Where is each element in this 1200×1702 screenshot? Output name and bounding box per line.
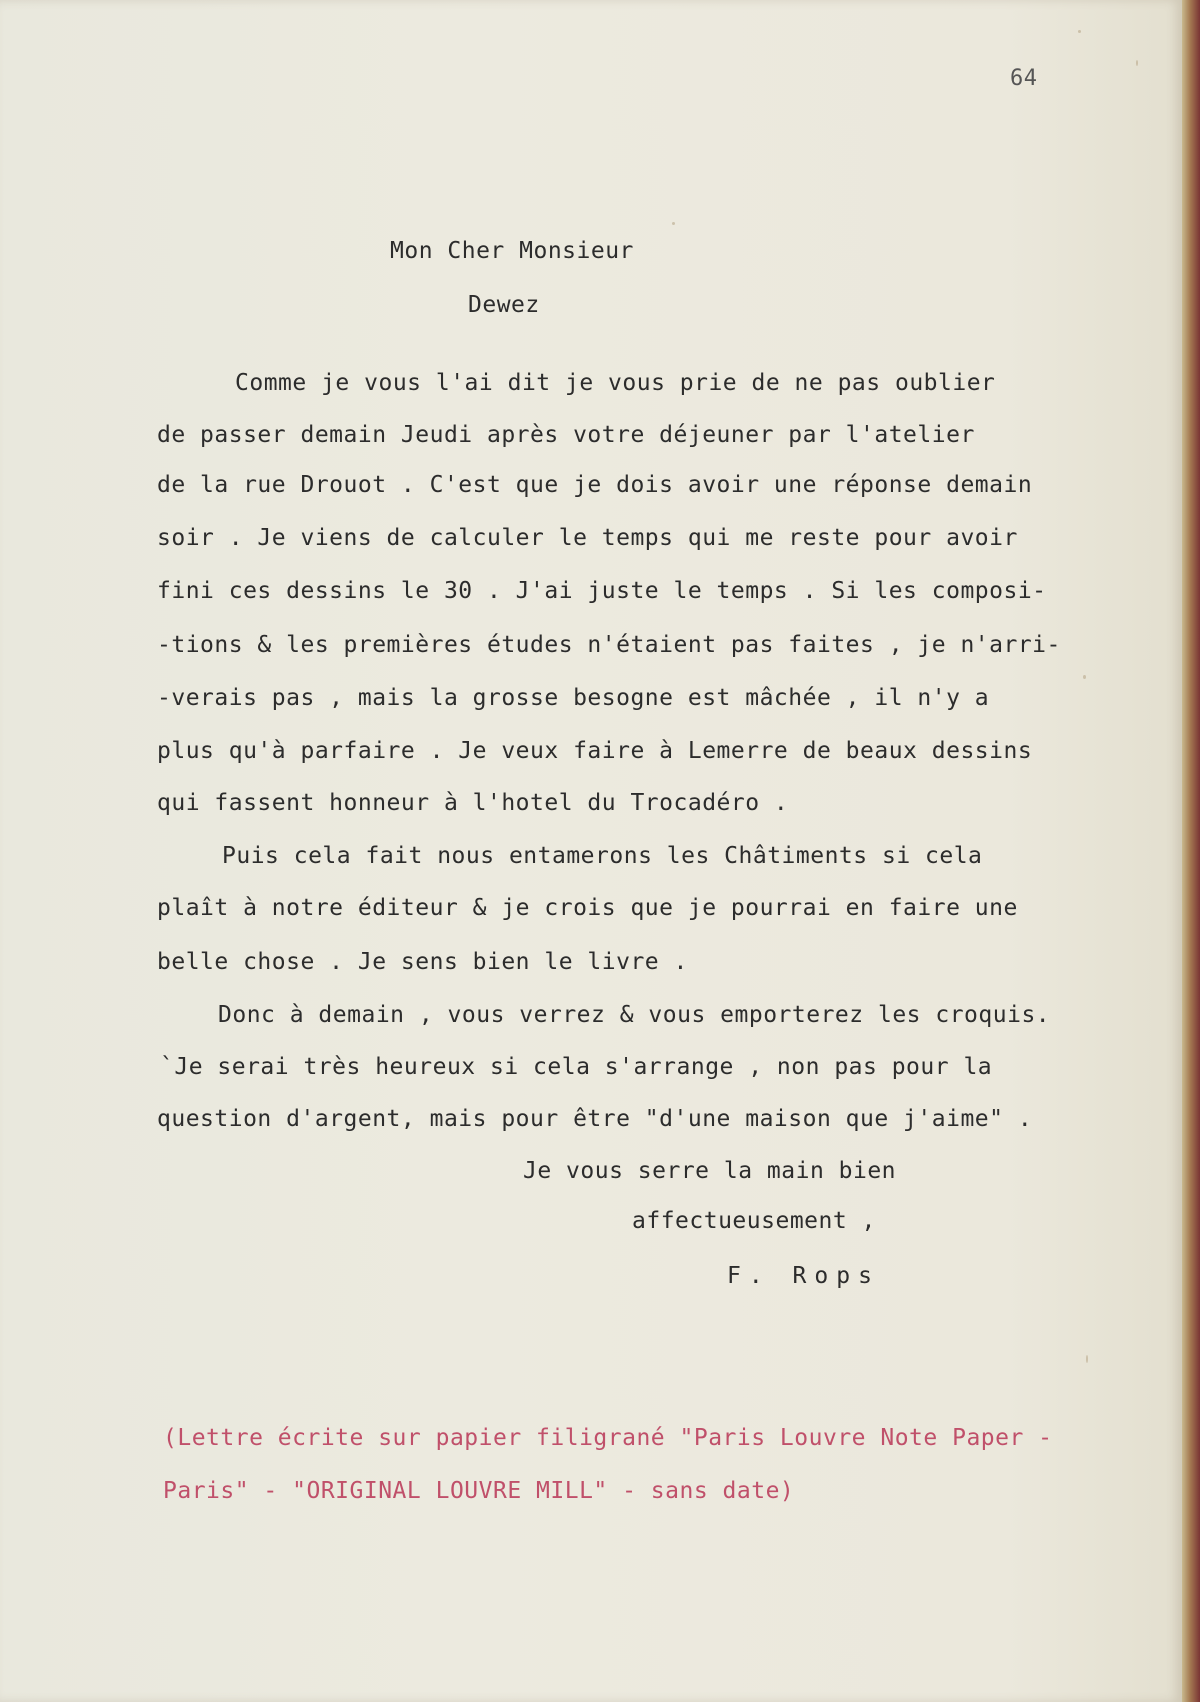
paper-speck [1086, 1355, 1088, 1363]
body-line: question d'argent, mais pour être "d'une maison que j'aime" . [157, 1106, 1033, 1132]
body-line: soir . Je viens de calculer le temps qui me reste pour avoir [157, 525, 1018, 551]
body-line: qui fassent honneur à l'hotel du Trocadéro . [157, 790, 789, 816]
body-line: de passer demain Jeudi après votre déjeuner par l'atelier [157, 422, 975, 448]
body-line: -tions & les premières études n'étaient pas faites , je n'arri- [157, 632, 1061, 658]
body-line: Donc à demain , vous verrez & vous emporterez les croquis. [218, 1002, 1051, 1028]
body-line: -verais pas , mais la grosse besogne est mâchée , il n'y a [157, 685, 990, 711]
paper-speck [672, 222, 675, 225]
body-line: belle chose . Je sens bien le livre . [157, 949, 688, 975]
body-line: plus qu'à parfaire . Je veux faire à Lemerre de beaux dessins [157, 738, 1033, 764]
paper-speck [1136, 60, 1138, 66]
closing-line-1: Je vous serre la main bien [523, 1158, 897, 1184]
closing-line-2: affectueusement , [632, 1208, 876, 1234]
salutation-line-1: Mon Cher Monsieur [390, 238, 634, 264]
watermark-note-line-1: (Lettre écrite sur papier filigrané "Paris Louvre Note Paper - [163, 1425, 1053, 1451]
book-binding-edge [1182, 0, 1200, 1702]
watermark-note-line-2: Paris" - "ORIGINAL LOUVRE MILL" - sans date) [163, 1478, 795, 1504]
body-line: fini ces dessins le 30 . J'ai juste le temps . Si les composi- [157, 578, 1047, 604]
paper-speck [1083, 675, 1086, 679]
body-line: plaît à notre éditeur & je crois que je pourrai en faire une [157, 895, 1018, 921]
body-line: Puis cela fait nous entamerons les Châtiments si cela [222, 843, 983, 869]
body-line: de la rue Drouot . C'est que je dois avoir une réponse demain [157, 472, 1033, 498]
salutation-line-2: Dewez [468, 292, 540, 318]
paper-speck [1078, 30, 1081, 33]
body-line: `Je serai très heureux si cela s'arrange , non pas pour la [160, 1054, 993, 1080]
page-number: 64 [1010, 66, 1038, 91]
signature: F. Rops [727, 1263, 880, 1289]
body-line: Comme je vous l'ai dit je vous prie de ne pas oublier [235, 370, 996, 396]
